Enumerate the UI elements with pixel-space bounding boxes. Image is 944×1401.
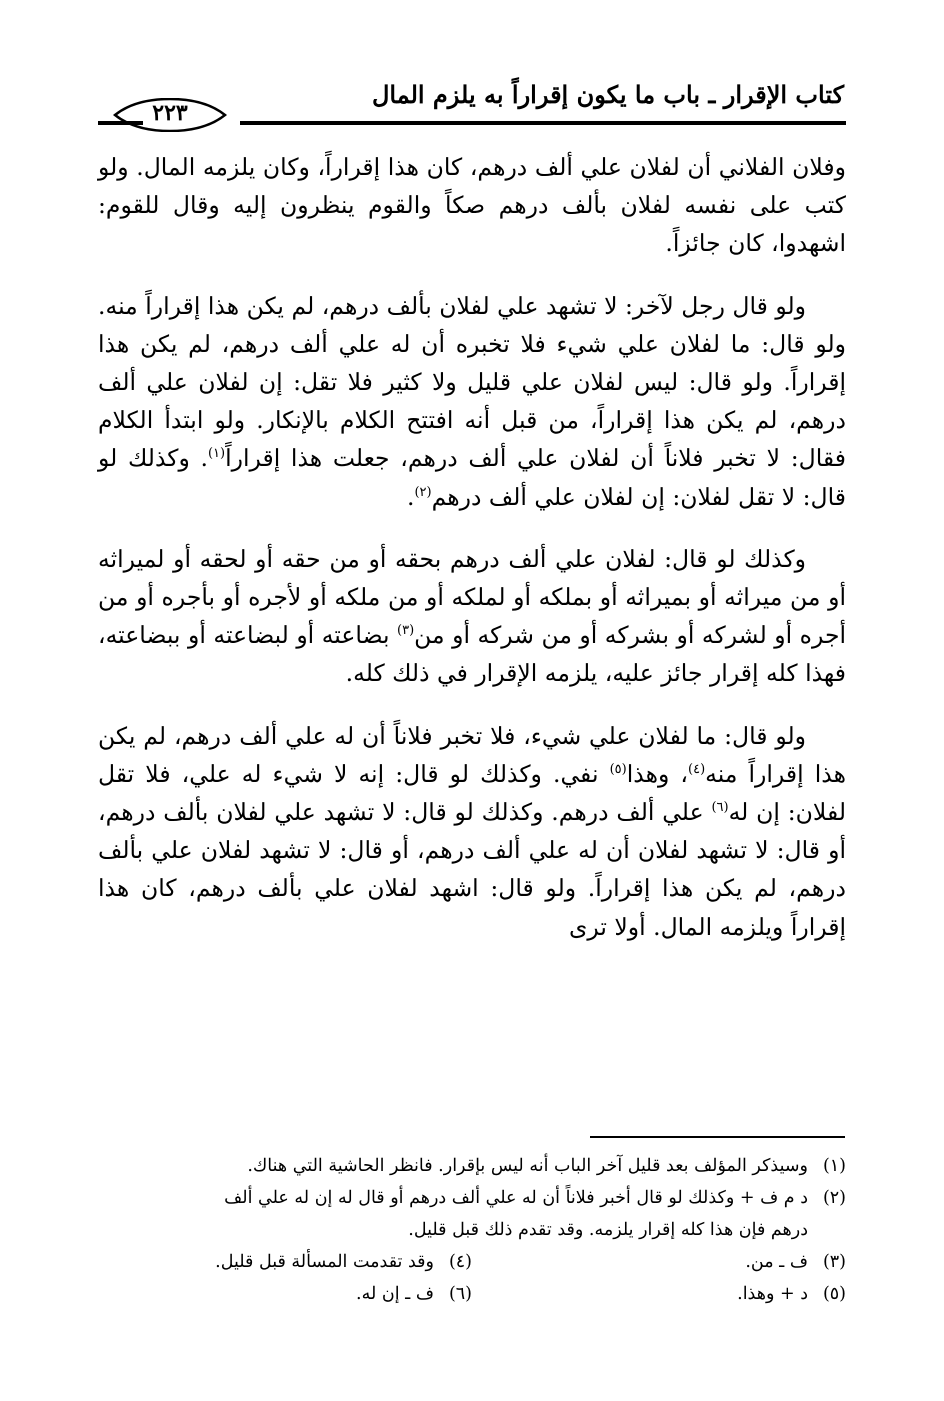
- paragraph-2: ولو قال رجل لآخر: لا تشهد علي لفلان بألف درهم، لم يكن هذا إقراراً منه. ولو قال: ما لفلان علي شيء فلا تخبره أن له علي ألف درهم، لم يكن هذا إقراراً. ولو قال: ليس لفلان علي قليل ولا كثير فلا تقل: إن لفلان علي ألف درهم، لم يكن هذا إقراراً، من قبل أنه افتتح الكلام بالإنكار. ولو ابتدأ الكلام فقال: لا تخبر فلاناً أن لفلان علي ألف درهم، جعلت هذا إقراراً$^{(١)}$. وكذلك لو قال: لا تقل لفلان: إن لفلان علي ألف درهم$^{(٢)}$.: [98, 291, 846, 511]
- page-number: ٢٢٣: [152, 100, 188, 126]
- header-rule-left: [98, 121, 143, 125]
- footnote-ref-6[interactable]: (٦): [711, 800, 729, 816]
- page-number-badge: [95, 98, 245, 132]
- footnote-ref-1[interactable]: (١): [207, 446, 226, 462]
- footnote-separator: [590, 1136, 845, 1138]
- footnote-text: د م ف + وكذلك لو قال أخبر فلاناً أن له علي ألف درهم أو قال له إن له علي ألف: [224, 1188, 808, 1208]
- footnote-number: (١): [822, 1156, 846, 1176]
- footnote-5: (٥)د + وهذا.: [737, 1284, 846, 1304]
- paragraph-3: وكذلك لو قال: لفلان علي ألف درهم بحقه أو من حقه أو لحقه أو لميراثه أو من ميراثه أو بميراثه أو بملكه أو لملكه أو من ملكه أو لأجره أو بأجره أو من أجره أو لشركه أو بشركه أو من شركه أو من$^{(٣)}$ بضاعته أو لبضاعته أو ببضاعته، فهذا كله إقرار جائز عليه، يلزمه الإقرار في ذلك كله.: [98, 544, 847, 688]
- footnote-text: وسيذكر المؤلف بعد قليل آخر الباب أنه ليس بإقرار. فانظر الحاشية التي هناك.: [247, 1156, 808, 1176]
- footnote-ref-2[interactable]: (٢): [414, 484, 432, 500]
- footnote-ref-3[interactable]: (٣): [397, 623, 415, 639]
- footnote-1: [98, 1150, 846, 1182]
- footnote-ref-4[interactable]: (٤): [688, 762, 706, 778]
- footnote-4: (٤)وقد تقدمت المسألة قبل قليل.: [215, 1252, 472, 1272]
- paragraph-1: وفلان الفلاني أن لفلان علي ألف درهم، كان هذا إقراراً، وكان يلزمه المال. ولو كتب على نفسه لفلان بألف درهم صكاً والقوم ينظرون إليه وقال للقوم: اشهدوا، كان جائزاً.: [98, 153, 846, 258]
- footnote-row-3-4: [98, 1246, 846, 1278]
- footnote-6: (٦)ف ـ إن له.: [356, 1284, 472, 1304]
- paragraph-4: ولو قال: ما لفلان علي شيء، فلا تخبر فلاناً أن له علي ألف درهم، لم يكن هذا إقراراً منه$^{(٤)}$، وهذا$^{(٥)}$ نفي. وكذلك لو قال: إنه لا شيء له علي، فلا تقل لفلان: إن له$^{(٦)}$ علي ألف درهم. وكذلك لو قال: لا تشهد علي لفلان بألف درهم، أو قال: لا تشهد لفلان أن له علي ألف درهم، أو قال: لا تشهد لفلان علي بألف درهم، لم يكن هذا إقراراً. ولو قال: اشهد لفلان علي بألف درهم، كان هذا إقراراً ويلزمه المال. أولا ترى: [98, 721, 846, 941]
- header-rule: [240, 121, 846, 125]
- running-header-title: كتاب الإقرار ـ باب ما يكون إقراراً به يلزم المال: [371, 80, 844, 109]
- footnote-3: (٣)ف ـ من.: [745, 1252, 846, 1272]
- footnotes: [98, 1150, 846, 1310]
- footnote-2-continued: درهم فإن هذا كله إقرار يلزمه. وقد تقدم ذلك قبل قليل.: [408, 1220, 808, 1240]
- footnote-row-5-6: [98, 1278, 846, 1310]
- footnote-number: (٢): [822, 1188, 846, 1208]
- main-text: [98, 148, 846, 970]
- footnote-ref-5[interactable]: (٥): [609, 762, 627, 778]
- footnote-2: [98, 1182, 846, 1214]
